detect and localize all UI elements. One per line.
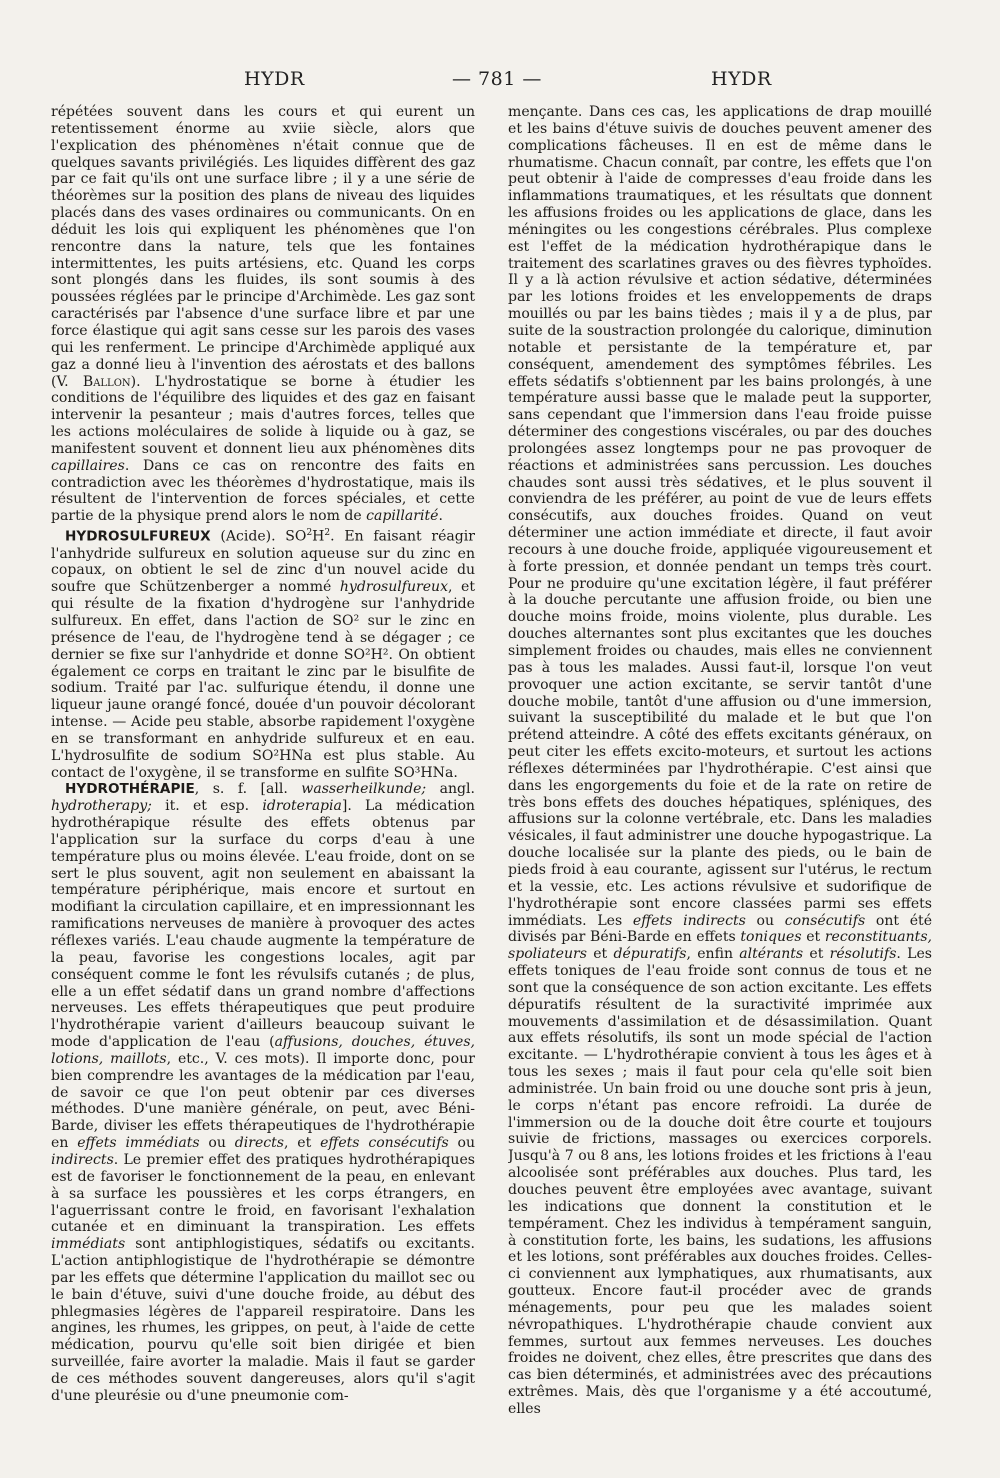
italic-term: hydrosulfureux [339,579,449,596]
paragraph-text: ont été divisés par Béni-Barde en effets [508,912,932,946]
entry-text: ]. La médication hydrothérapique résulte des effets obtenus par l'application sur la surface du corps d'eau à une température plus ou moins élevée. L'eau froide, dont on se sert le plus souvent, agit non seulement en abaissant la température périphérique, mais encore et surtout en modifiant la circulation capillaire, et en impressionnant les ramifications nerveuses de manière à provoquer des actes réflexes variés. L'eau chaude augmente la température de la peau, favorise les congestions locales, agit par conséquent comme le font les révulsifs cutanés ; de plus, elle a un effet sédatif dans un grand nombre d'affections nerveuses. Les effets thérapeutiques que peut produire l'hydrothérapie varient d'ailleurs beaucoup suivant le mode d'application de l'eau ( [51,798,475,1051]
entry-text: sont antiphlogistiques, sédatifs ou excitants. L'action antiphlogistique de l'hydrothérapie se démontre par les effets que détermine l'application du maillot sec ou le bain d'étuve, suivi d'une douche froide, au début des phlegmasies légères de l'appareil respiratoire. Dans les angines, les rhumes, les grippes, on peut, à l'aide de cette médication, pourvu qu'elle soit bien dirigée et bien surveillée, faire avorter la maladie. Mais il faut se garder de ces méthodes souvent dangereuses, alors qu'il s'agit d'une pleurésie ou d'une pneumonie com- [51,1236,475,1404]
entry-text: (Acide). SO [210,528,307,545]
italic-term: dépuratifs [613,946,687,963]
italic-term: effets consécutifs [320,1135,449,1152]
entry-text: ou [448,1135,475,1152]
entry-text: angl. [426,781,475,798]
continued-paragraph [51,104,475,525]
headword: HYDROTHÉRAPIE [65,781,195,798]
italic-term: directs [234,1135,284,1152]
italic-term: résolutifs [829,946,897,963]
right-column [508,104,932,1434]
continued-paragraph [508,104,932,1418]
paragraph-text: . [438,508,443,525]
italic-term: effets indirects [632,912,746,929]
italic-term: altérants [739,946,804,963]
italic-term: consécutifs [784,912,866,929]
italic-term: capillarité [366,508,439,525]
headword: HYDROSULFUREUX [65,528,211,545]
entry-text: it. et esp. [151,798,263,815]
paragraph-text: ). L'hydrostatique se borne à étudier les conditions de l'équilibre des liquides et des gaz en faisant intervenir la pesanteur ; mais d'autres forces, telles que les actions moléculaires de solide à liquide ou à gaz, se manifestent souvent et donnent lieu aux phénomènes dits [51,373,475,457]
paragraph-text: répétées souvent dans les cours et qui eurent un retentissement énorme au xviie siècle, alors que l'explication des phénomènes n'était connue que de quelques savants privilégiés. Les liquides diffèrent des gaz par ce fait qu'ils ont une surface libre ; il y a une série de théorèmes sur la position des plans de niveau des liquides placés dans des vases ordinaires ou communicants. On en déduit les lois qui expliquent les phénomènes que l'on rencontre dans la nature, tels que les fontaines intermittentes, les puits artésiens, etc. Quand les corps sont plongés dans les fluides, ils sont soumis à des poussées réglées par le principe d'Archimède. Les gaz sont caractérisés par l'absence d'une surface libre et par une force élastique qui agit sans cesse sur les parois des vases qui les renferment. Le principe d'Archimède appliqué aux gaz a donné lieu à l'invention des aérostats et des ballons (V. [51,104,475,390]
paragraph-text: mençante. Dans ces cas, les applications de drap mouillé et les bains d'étuve suivis de douches peuvent amener des complications fâcheuses. Il en est de même dans le rhumatisme. Chacun connaît, par contre, les effets que l'on peut obtenir à l'aide de compresses d'eau froide dans les inflammations traumatiques, et les résultats que donnent les affusions froides ou les applications de glace, dans les méningites ou les congestions cérébrales. Plus complexe est l'effet de la médication hydrothérapique dans le traitement des scarlatines graves ou des fièvres typhoïdes. Il y a là action révulsive et action sédative, déterminées par les lotions froides et les enveloppements de draps mouillés ou par les bains tièdes ; mais il y a de plus, par suite de la soustraction prolongée du calorique, diminution notable et persistante de la température et, par conséquent, amendement des symptômes fébriles. Les effets sédatifs s'obtiennent par les bains prolongés, à une température aussi basse que le malade peut la supporter, sans cependant que l'immersion dans l'eau froide puisse déterminer des congestions viscérales, ou par des douches prolongées assez longtemps pour ne pas provoquer de réactions et administrées sans percussion. Les douches chaudes sont aussi très sédatives, et le plus souvent il conviendra de les préférer, au point de vue de leurs effets consécutifs, aux douches froides. Quand on veut déterminer une action immédiate et directe, il faut avoir recours à une douche froide, appliquée vigoureusement et à forte pression, et donnée pendant un temps très court. Pour ne produire qu'une excitation légère, il faut préférer à la douche percutante une affusion froide, ou bien une douche moins froide, moins violente, plus durable. Les douches alternantes sont plus excitantes que les douches simplement froides ou chaudes, mais elles ne conviennent pas à tous les malades. Aussi faut-il, lorsque l'on veut provoquer une action excitante, se servir tantôt d'une douche mobile, tantôt d'une affusion ou d'une immersion, suivant la susceptibilité du malade et le but que l'on prétend atteindre. A côté des effets excitants généraux, on peut citer les effets excito-moteurs, et surtout les actions réflexes déterminées par l'hydrothérapie. C'est ainsi que dans les engorgements du foie et de la rate on retire de très bons effets des douches hépatiques, spléniques, des affusions sur la colonne vertébrale, etc. Dans les maladies vésicales, il faut administrer une douche hypogastrique. La douche localisée sur la plante des pieds, ou le bain de pieds froid à eau courante, agissent sur l'utérus, le rectum et la vessie, etc. Les actions révulsive et sudorifique de l'hydrothérapie sont encore classées parmi ses effets immédiats. Les [508,104,932,929]
paragraph-text: et [586,946,614,963]
entry-text: , s. f. [all. [194,781,302,798]
italic-term: effets immédiats [77,1135,200,1152]
italic-term: immédiats [51,1236,126,1253]
paragraph-text: . Dans ce cas on rencontre des faits en contradiction avec les théorèmes d'hydrostatique, mais ils résultent de l'intervention de forces spéciales, et cette partie de la physique prend alors le nom de [51,457,475,525]
superscript: 2 [306,528,313,539]
italic-term: hydrotherapy; [51,798,152,815]
italic-term: capillaires [51,457,125,474]
left-column [51,104,475,1434]
running-head-left: HYDR [244,68,305,90]
entry-text: , etc., V. ces mots). Il importe donc, pour bien comprendre les avantages de la médication par l'eau, de savoir ce que l'on peut obtenir par ces diverses méthodes. D'une manière générale, on peut, avec Béni-Barde, diviser les effets thérapeutiques de l'hydrothérapie en [51,1050,475,1152]
entry-text: . Le premier effet des pratiques hydrothérapiques est de favoriser le fonctionnement de la peau, en enlevant à sa surface les poussières et les corps étrangers, en l'aguerrissant contre le froid, en favorisant l'exhalation cutanée et en diminuant la transpiration. Les effets [51,1151,475,1236]
entry-text: , et [284,1135,321,1152]
entry-hydrotherapie [51,781,475,1404]
page-number: — 781 — [452,68,542,90]
entry-hydrosulfureux [51,525,475,781]
italic-term: affusions, douches, étuves, lotions, maillots [51,1034,475,1067]
paragraph-text: , enfin [686,946,740,963]
entry-text: . En faisant réagir l'anhydride sulfureux en solution aqueuse sur du zinc en copaux, on obtient le sel de zinc d'un nouvel acide du soufre que Schützenberger a nommé [51,528,475,596]
italic-term: wasserheilkunde; [301,781,427,798]
entry-text: H [312,528,325,545]
entry-text: , et qui résulte de la fixation d'hydrogène sur l'anhydride sulfureux. En effet, dans l'action de SO² sur le zinc en présence de l'eau, de l'hydrogène tend à se dégager ; ce dernier se fixe sur l'anhydride et donne SO²H². On obtient également ce corps en traitant le zinc par le bisulfite de sodium. Traité par l'ac. sulfurique étendu, il donne une liqueur jaune orangé foncé, douée d'un pouvoir décolorant intense. — Acide peu stable, absorbe rapidement l'oxygène en se transformant en anhydride sulfureux et en eau. L'hydrosulfite de sodium SO²HNa est plus stable. Au contact de l'oxygène, il se transforme en sulfite SO³HNa. [51,579,475,781]
italic-term: toniques [740,929,802,946]
paragraph-text: et [801,929,825,946]
paragraph-text: et [803,946,830,963]
paragraph-text: . Les effets toniques de l'eau froide sont connus de tous et ne sont que la conséquence de son action excitante. Les effets dépuratifs résultent de la suractivité imprimée aux mouvements d'assimilation et de désassimilation. Quant aux effets résolutifs, ils sont un mode spécial de l'action excitante. — L'hydrothérapie convient à tous les âges et à tous les sexes ; mais il faut pour cela qu'elle soit bien administrée. Un bain froid ou une douche sont pris à jeun, le corps n'étant pas encore refroidi. La durée de l'immersion ou de la douche doit être courte et toujours suivie de frictions, massages ou exercices corporels. Jusqu'à 7 ou 8 ans, les lotions froides et les frictions à l'eau alcoolisée sont préférables aux douches. Plus tard, les douches peuvent être employées avec avantage, suivant les indications que donnent la constitution et le tempérament. Chez les individus à tempérament sanguin, à constitution forte, les bains, les sudations, les affusions et les lotions, sont préférables aux douches froides. Celles-ci conviennent aux lymphatiques, aux rhumatisants, aux goutteux. Encore faut-il procéder avec de grands ménagements, pour peu que les malades soient névropathiques. L'hydrothérapie chaude convient aux femmes, surtout aux femmes nerveuses. Les douches froides ne doivent, chez elles, être prescrites que dans des cas bien déterminés, et administrées avec des précautions extrêmes. Mais, dès que l'organisme y a été accoutumé, elles [508,946,932,1417]
superscript: 2 [324,528,331,539]
italic-term: indirects [51,1151,114,1168]
paragraph-text: ou [745,912,785,929]
entry-text: ou [199,1135,235,1152]
italic-term: reconstituants, spoliateurs [508,929,932,963]
italic-term: idroterapia [262,798,342,815]
cross-reference: Ballon [82,373,131,390]
running-head-right: HYDR [711,68,772,90]
